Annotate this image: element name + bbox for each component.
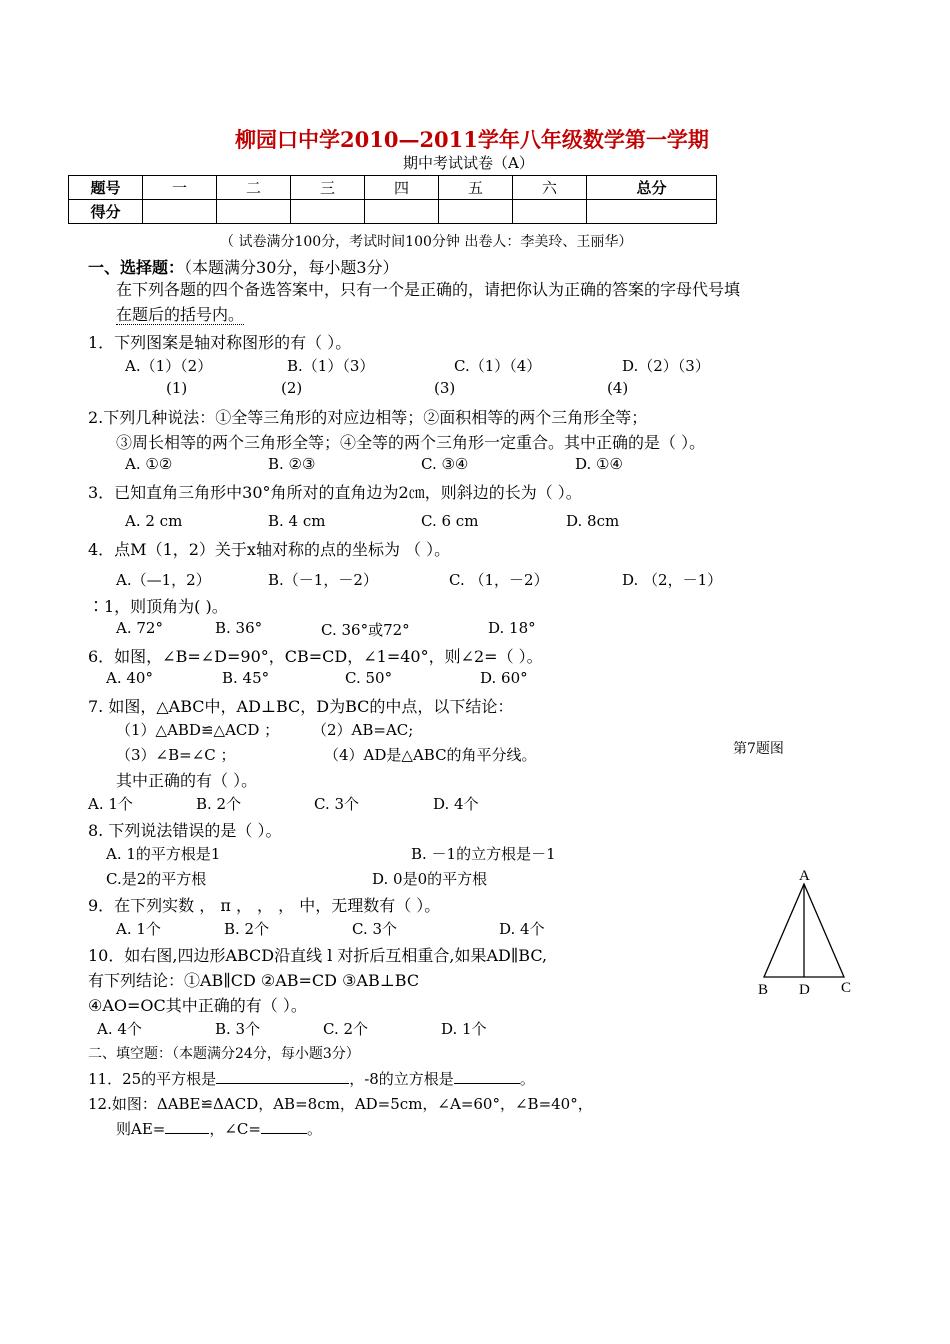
score-header-cell: 二	[217, 176, 291, 200]
q10-option-c[interactable]: C. 2个	[323, 1020, 369, 1038]
q7-option-c[interactable]: C. 3个	[314, 795, 360, 813]
q2-option-a[interactable]: A. ①②	[125, 455, 173, 473]
q1-figure-label-3: (3)	[434, 379, 456, 397]
q12-blank-c[interactable]	[261, 1119, 307, 1134]
score-cell[interactable]	[143, 200, 217, 224]
q11-text-2: ，-8的立方根是	[349, 1070, 454, 1088]
score-header-cell: 一	[143, 176, 217, 200]
q10-line2: 有下列结论：①AB∥CD ②AB=CD ③AB⊥BC	[88, 971, 420, 990]
score-table	[68, 175, 717, 224]
q2-option-b[interactable]: B. ②③	[268, 455, 316, 473]
score-header-cell: 五	[439, 176, 513, 200]
q12-text-2: ，∠C=	[209, 1120, 261, 1138]
q1-figure-label-4: (4)	[607, 379, 629, 397]
section1-instruction-1	[116, 277, 740, 300]
score-cell[interactable]	[587, 200, 717, 224]
q5-option-b[interactable]: B. 36°	[215, 619, 263, 637]
q8-option-a[interactable]: A. 1的平方根是1	[106, 845, 221, 863]
score-table-score-row	[69, 200, 717, 224]
section1-header	[88, 255, 399, 278]
q8-option-b[interactable]: B. －1的立方根是－1	[411, 845, 556, 863]
section1-title: 一、选择题：	[88, 258, 185, 277]
q7-option-b[interactable]: B. 2个	[196, 795, 242, 813]
q12-line1: 12.如图：ΔABE≌ΔACD，AB=8cm，AD=5cm，∠A=60°，∠B=40°，	[88, 1095, 593, 1113]
q4-option-a[interactable]: A.（—1，2）	[116, 571, 211, 589]
q12-line2	[116, 1118, 322, 1139]
q2-line1: 2.下列几种说法：①全等三角形的对应边相等；②面积相等的两个三角形全等；	[88, 408, 648, 427]
q10-option-a[interactable]: A. 4个	[97, 1020, 142, 1038]
q7-option-a[interactable]: A. 1个	[88, 795, 133, 813]
q7-statement-1: （1）△ABD≌△ACD ；	[116, 721, 280, 739]
q3-option-d[interactable]: D. 8cm	[566, 512, 620, 530]
q1-option-c[interactable]: C.（1）（4）	[454, 357, 542, 375]
q11-blank-1[interactable]	[216, 1069, 349, 1084]
q6-option-a[interactable]: A. 40°	[106, 669, 153, 687]
q12-text-3: 。	[306, 1120, 322, 1138]
q10-line3: ④AO=OC其中正确的有（ ）。	[88, 996, 307, 1015]
q7-statement-4: （4）AD是△ABC的角平分线。	[324, 746, 537, 764]
q9-option-d[interactable]: D. 4个	[499, 920, 545, 938]
q9-option-b[interactable]: B. 2个	[224, 920, 270, 938]
q2-option-c[interactable]: C. ③④	[421, 455, 469, 473]
score-cell[interactable]	[291, 200, 365, 224]
q7-option-d[interactable]: D. 4个	[433, 795, 479, 813]
exam-info: （ 试卷满分100分，考试时间100分钟 出卷人：李美玲、王丽华）	[220, 234, 633, 250]
q11-blank-2[interactable]	[454, 1069, 520, 1084]
q11-text-1: 11．25的平方根是	[88, 1070, 217, 1088]
q7-statement-3: （3）∠B=∠C ；	[116, 746, 236, 764]
q1-stem: 1．下列图案是轴对称图形的有（ ）。	[88, 333, 352, 352]
exam-title: 柳园口中学2010—2011学年八年级数学第一学期	[235, 127, 709, 152]
q8-option-c[interactable]: C.是2的平方根	[106, 870, 207, 888]
q6-option-c[interactable]: C. 50°	[345, 669, 393, 687]
q11-text-3: 。	[519, 1070, 535, 1088]
score-cell[interactable]	[513, 200, 587, 224]
section1-instruction-2	[116, 302, 244, 325]
q1-figure-label-2: (2)	[281, 379, 303, 397]
score-header-cell: 六	[513, 176, 587, 200]
score-header-cell: 总分	[587, 176, 717, 200]
q4-option-d[interactable]: D. （2，－1）	[622, 571, 723, 589]
q6-option-d[interactable]: D. 60°	[480, 669, 528, 687]
vertex-label-d: D	[799, 982, 810, 998]
exam-subtitle: 期中考试试卷（A）	[403, 154, 534, 172]
q10-option-d[interactable]: D. 1个	[441, 1020, 487, 1038]
q3-option-b[interactable]: B. 4 cm	[268, 512, 326, 530]
q8-option-d[interactable]: D. 0是0的平方根	[372, 870, 488, 888]
q5-option-c[interactable]: C. 36°或72°	[321, 621, 410, 639]
q7-statement-2: （2）AB=AC;	[312, 721, 414, 739]
vertex-label-a: A	[799, 868, 810, 884]
q10-option-b[interactable]: B. 3个	[215, 1020, 261, 1038]
score-cell[interactable]	[365, 200, 439, 224]
score-row-label: 得分	[69, 200, 143, 224]
q6-option-b[interactable]: B. 45°	[222, 669, 270, 687]
q12-text-1: 则AE=	[116, 1120, 166, 1138]
q4-stem: 4．点M（1，2）关于x轴对称的点的坐标为 （ ）。	[88, 540, 451, 559]
vertex-label-c: C	[841, 980, 852, 996]
vertex-label-b: B	[758, 982, 769, 998]
score-cell[interactable]	[217, 200, 291, 224]
q2-line2: ③周长相等的两个三角形全等；④全等的两个三角形一定重合。其中正确的是（ ）。	[116, 433, 706, 452]
q7-figure-caption: 第7题图	[733, 741, 784, 757]
score-header-cell: 三	[291, 176, 365, 200]
triangle-figure	[750, 862, 860, 1002]
q9-option-a[interactable]: A. 1个	[116, 920, 161, 938]
q6-stem: 6．如图，∠B=∠D=90°，CB=CD，∠1=40°，则∠2=（ ）。	[88, 647, 543, 666]
score-header-cell: 题号	[69, 176, 143, 200]
q1-option-a[interactable]: A.（1）（2）	[125, 357, 213, 375]
q1-figure-label-1: (1)	[166, 379, 188, 397]
score-header-cell: 四	[365, 176, 439, 200]
q9-stem: 9．在下列实数 ， π ， ， ， 中，无理数有（ ）。	[88, 896, 441, 915]
q5-option-d[interactable]: D. 18°	[488, 619, 536, 637]
q7-ask: 其中正确的有（ ）。	[116, 771, 258, 790]
q2-option-d[interactable]: D. ①④	[575, 455, 623, 473]
q12-blank-ae[interactable]	[165, 1119, 209, 1134]
q5-option-a[interactable]: A. 72°	[116, 619, 163, 637]
instruction-text-2: 在题后的括号内。	[116, 305, 245, 324]
q8-stem: 8. 下列说法错误的是（ ）。	[88, 821, 282, 840]
section1-note: （本题满分30分，每小题3分）	[184, 258, 399, 277]
q11	[88, 1068, 535, 1089]
section2-title: 二、填空题：（本题满分24分，每小题3分）	[88, 1046, 360, 1062]
q10-line1: 10．如右图,四边形ABCD沿直线 l 对折后互相重合,如果AD∥BC,	[88, 946, 548, 965]
q4-option-c[interactable]: C. （1，－2）	[449, 571, 549, 589]
q3-option-c[interactable]: C. 6 cm	[421, 512, 479, 530]
instruction-text-1: 在下列各题的四个备选答案中，只有一个是正确的，请把你认为正确的答案的字母代号填	[116, 280, 741, 299]
q3-stem: 3．已知直角三角形中30°角所对的直角边为2㎝，则斜边的长为（ ）。	[88, 483, 582, 502]
q7-stem: 7. 如图，△ABC中，AD⊥BC，D为BC的中点，以下结论：	[88, 697, 514, 716]
q9-option-c[interactable]: C. 3个	[352, 920, 398, 938]
score-table-header-row	[69, 176, 717, 200]
q1-option-d[interactable]: D.（2）（3）	[622, 357, 710, 375]
q4-option-b[interactable]: B.（－1，－2）	[268, 571, 378, 589]
q3-option-a[interactable]: A. 2 cm	[125, 512, 183, 530]
q1-option-b[interactable]: B.（1）（3）	[287, 357, 375, 375]
score-cell[interactable]	[439, 200, 513, 224]
q5-stem: ∶1，则顶角为( )。	[88, 597, 228, 616]
